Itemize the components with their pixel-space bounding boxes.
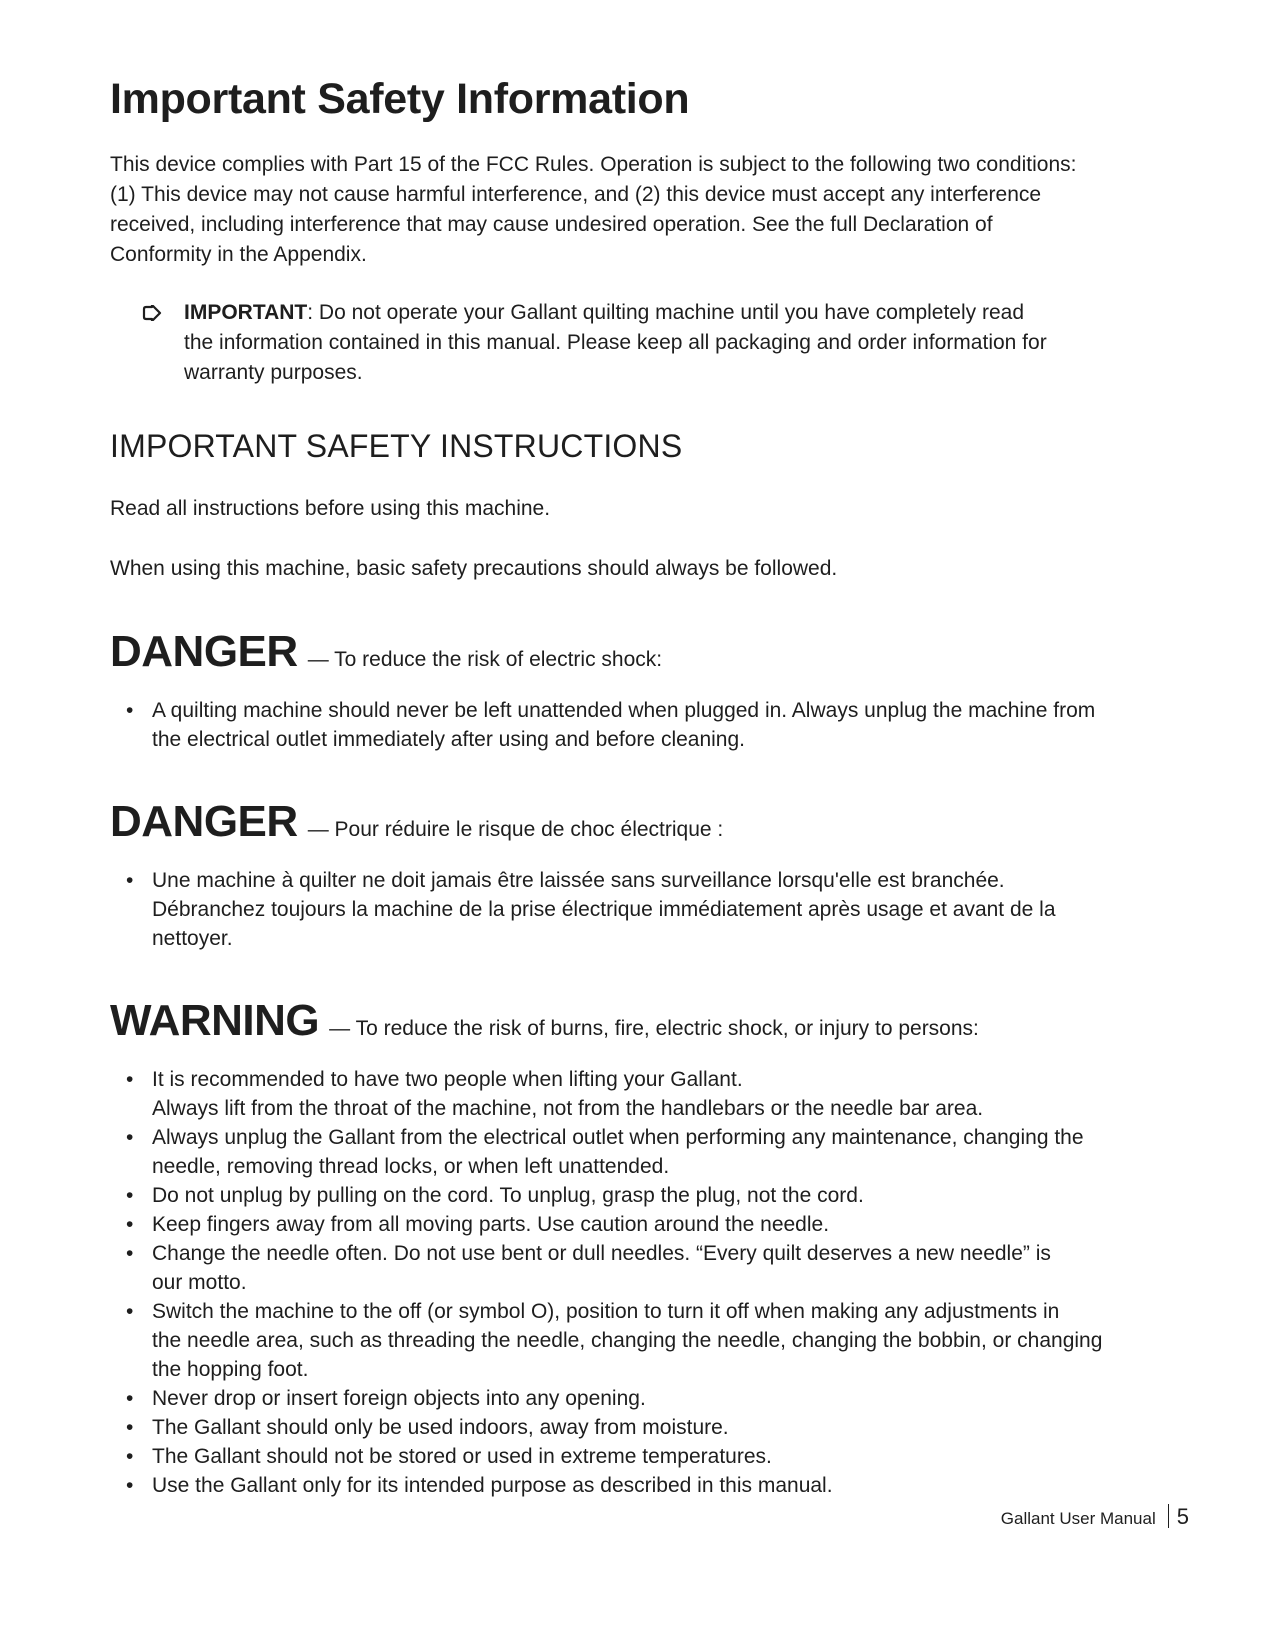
bullet-icon: • xyxy=(126,699,134,722)
intro-line: (1) This device may not cause harmful interference, and (2) this device must accept any interference xyxy=(110,183,1042,206)
page-title: Important Safety Information xyxy=(110,75,690,123)
list-item-text: the needle area, such as threading the needle, changing the needle, changing the bobbin, or changing xyxy=(152,1329,1103,1352)
fcc-intro-paragraph xyxy=(110,150,1190,270)
danger-word: DANGER xyxy=(110,627,298,676)
warning-word: WARNING xyxy=(110,996,320,1045)
read-all-text: Read all instructions before using this machine. xyxy=(110,497,551,520)
list-item-text: the electrical outlet immediately after using and before cleaning. xyxy=(152,728,746,751)
bullet-icon: • xyxy=(126,1445,134,1468)
bullet-icon: • xyxy=(126,1184,134,1207)
list-item-text: A quilting machine should never be left unattended when plugged in. Always unplug the machine from xyxy=(152,699,1096,722)
footer-divider xyxy=(1168,1504,1169,1528)
list-item-text: nettoyer. xyxy=(152,927,233,950)
list-item xyxy=(126,1384,1190,1413)
warning-description: — To reduce the risk of burns, fire, electric shock, or injury to persons: xyxy=(329,1017,979,1040)
page-footer xyxy=(1001,1500,1189,1530)
list-item xyxy=(126,1123,1190,1181)
list-item-text: Always unplug the Gallant from the electrical outlet when performing any maintenance, changing the xyxy=(152,1126,1084,1149)
list-item-text: The Gallant should not be stored or used in extreme temperatures. xyxy=(152,1445,772,1468)
important-note xyxy=(110,298,1190,388)
bullet-icon: • xyxy=(126,1300,134,1323)
list-item-text: Change the needle often. Do not use bent or dull needles. “Every quilt deserves a new needle” is xyxy=(152,1242,1051,1265)
list-item xyxy=(126,1239,1190,1297)
important-text: : Do not operate your Gallant quilting machine until you have completely read xyxy=(307,301,1025,324)
list-item-text: the hopping foot. xyxy=(152,1358,309,1381)
safety-instructions-heading: IMPORTANT SAFETY INSTRUCTIONS xyxy=(110,428,683,464)
precautions-text: When using this machine, basic safety precautions should always be followed. xyxy=(110,557,838,580)
list-item-text: Use the Gallant only for its intended purpose as described in this manual. xyxy=(152,1474,833,1497)
important-text: warranty purposes. xyxy=(184,361,363,384)
list-item xyxy=(126,1442,1190,1471)
list-item xyxy=(126,696,1190,754)
list-item-text: Switch the machine to the off (or symbol O), position to turn it off when making any adjustments in xyxy=(152,1300,1060,1323)
intro-line: received, including interference that may cause undesired operation. See the full Declaration of xyxy=(110,213,993,236)
list-item xyxy=(126,1471,1190,1500)
list-item-text: The Gallant should only be used indoors, away from moisture. xyxy=(152,1416,729,1439)
bullet-icon: • xyxy=(126,1126,134,1149)
intro-line: Conformity in the Appendix. xyxy=(110,243,367,266)
important-label: IMPORTANT xyxy=(184,301,308,324)
list-item xyxy=(126,1413,1190,1442)
danger-heading-en xyxy=(110,624,1190,680)
danger-en-list xyxy=(110,696,1190,754)
list-item-text: needle, removing thread locks, or when left unattended. xyxy=(152,1155,670,1178)
bullet-icon: • xyxy=(126,1474,134,1497)
list-item xyxy=(126,1297,1190,1384)
page-number: 5 xyxy=(1176,1504,1189,1529)
list-item xyxy=(126,1210,1190,1239)
danger-word: DANGER xyxy=(110,797,298,846)
list-item xyxy=(126,1065,1190,1123)
list-item-text: our motto. xyxy=(152,1271,247,1294)
danger-description: — Pour réduire le risque de choc électrique : xyxy=(307,818,724,841)
list-item-text: It is recommended to have two people when lifting your Gallant. xyxy=(152,1068,743,1091)
list-item-text: Always lift from the throat of the machine, not from the handlebars or the needle bar area. xyxy=(152,1097,984,1120)
bullet-icon: • xyxy=(126,1387,134,1410)
list-item-text: Do not unplug by pulling on the cord. To unplug, grasp the plug, not the cord. xyxy=(152,1184,864,1207)
list-item-text: Débranchez toujours la machine de la prise électrique immédiatement après usage et avant de la xyxy=(152,898,1056,921)
bullet-icon: • xyxy=(126,1213,134,1236)
intro-line: This device complies with Part 15 of the FCC Rules. Operation is subject to the following two conditions: xyxy=(110,153,1077,176)
danger-fr-list xyxy=(110,866,1190,953)
arrow-right-icon xyxy=(142,298,166,328)
danger-heading-fr xyxy=(110,794,1190,850)
list-item-text: Keep fingers away from all moving parts. Use caution around the needle. xyxy=(152,1213,830,1236)
list-item-text: Une machine à quilter ne doit jamais être laissée sans surveillance lorsqu'elle est branchée. xyxy=(152,869,1005,892)
bullet-icon: • xyxy=(126,1416,134,1439)
list-item-text: Never drop or insert foreign objects into any opening. xyxy=(152,1387,646,1410)
manual-title: Gallant User Manual xyxy=(1000,1509,1156,1528)
warning-list xyxy=(110,1065,1190,1500)
danger-description: — To reduce the risk of electric shock: xyxy=(307,648,663,671)
bullet-icon: • xyxy=(126,869,134,892)
warning-heading xyxy=(110,993,1190,1049)
list-item xyxy=(126,1181,1190,1210)
bullet-icon: • xyxy=(126,1242,134,1265)
list-item xyxy=(126,866,1190,953)
document-page xyxy=(110,70,1190,1500)
important-text: the information contained in this manual. Please keep all packaging and order information for xyxy=(184,331,1047,354)
bullet-icon: • xyxy=(126,1068,134,1091)
